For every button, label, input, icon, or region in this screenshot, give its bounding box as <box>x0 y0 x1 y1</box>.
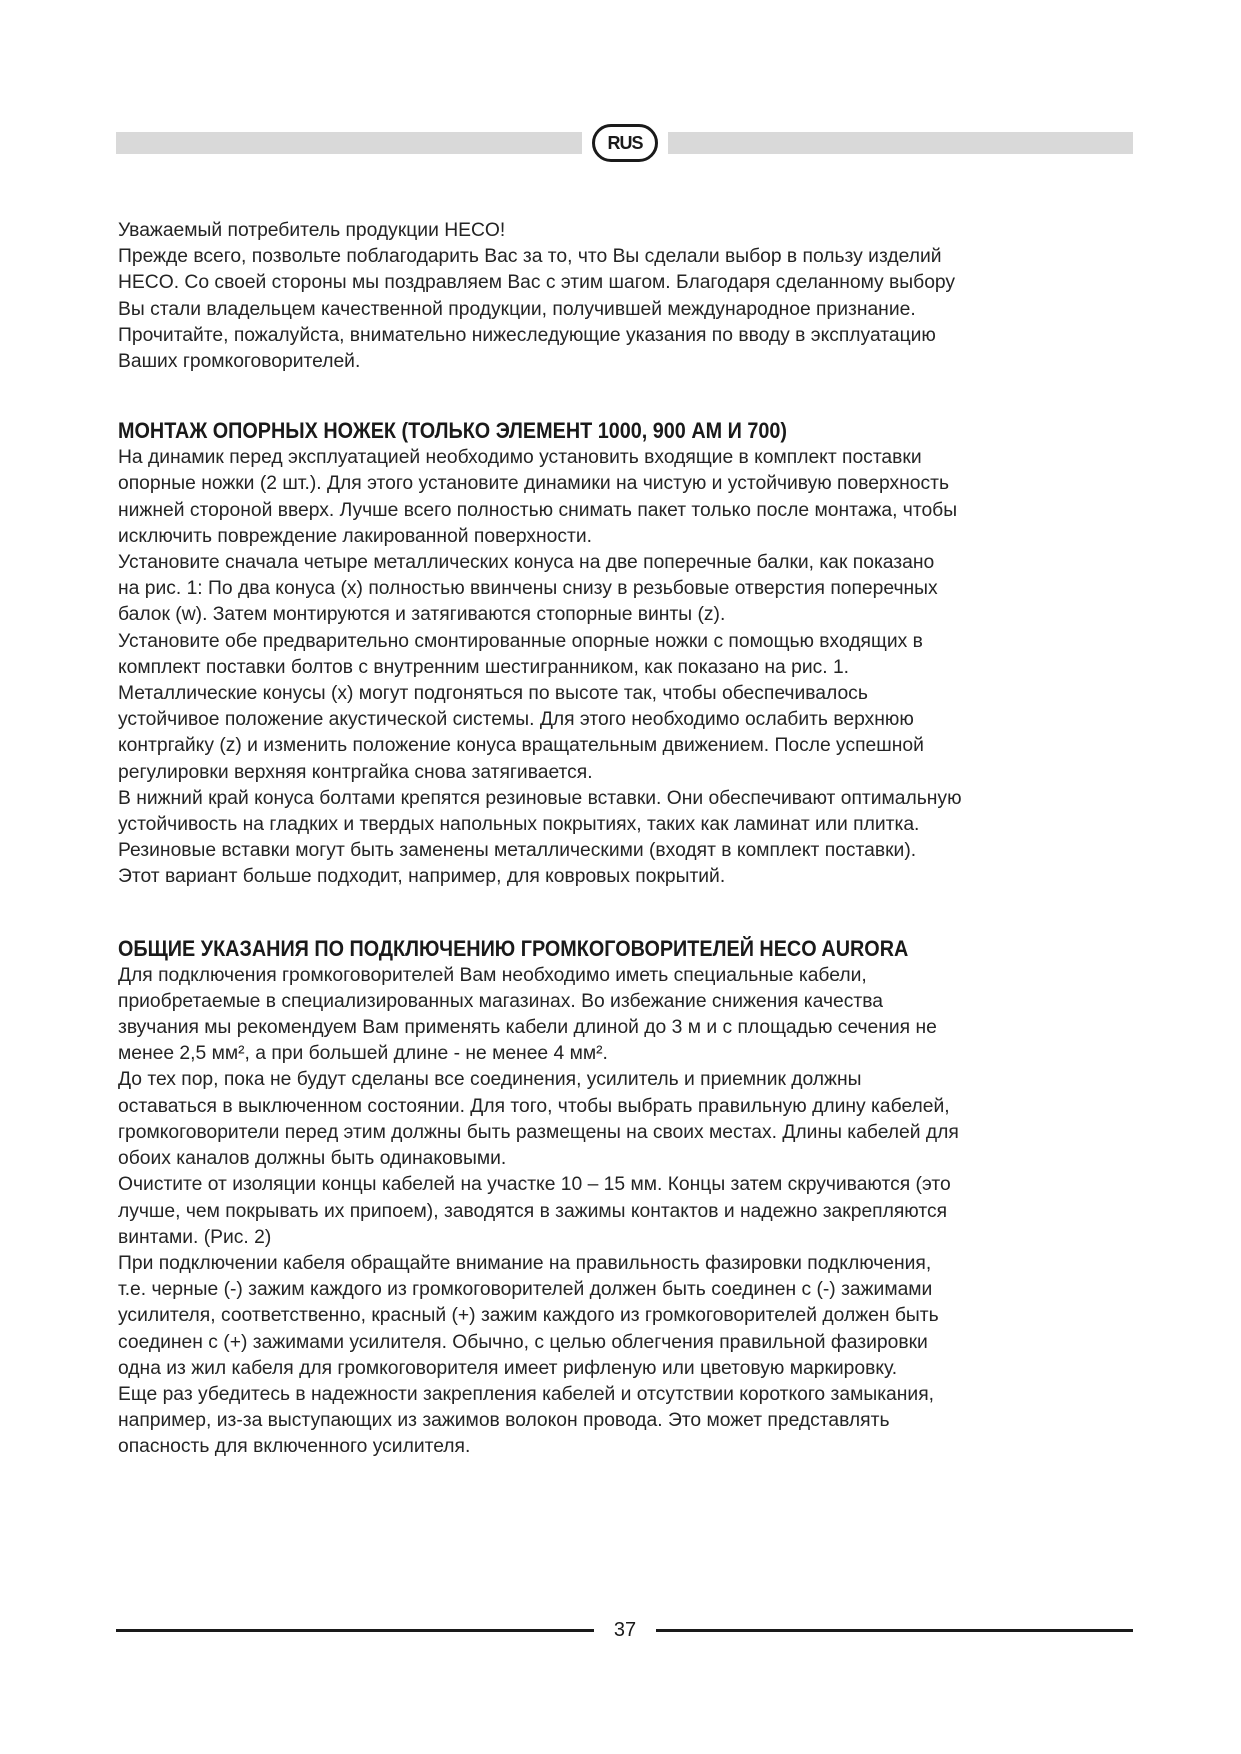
section-speaker-connection <box>118 935 1138 1461</box>
text-line: обоих каналов должны быть одинаковыми. <box>118 1148 507 1170</box>
text-line: Установите сначала четыре металлических конуса на две поперечные балки, как показано <box>118 552 935 574</box>
text-line: Очистите от изоляции концы кабелей на участке 10 – 15 мм. Концы затем скручиваются (это <box>118 1174 951 1196</box>
footer-rule-right <box>656 1629 1133 1632</box>
text-line: звучания мы рекомендуем Вам применять кабели длиной до 3 м и с площадью сечения не <box>118 1017 937 1039</box>
text-line: Еще раз убедитесь в надежности закрепления кабелей и отсутствии короткого замыкания, <box>118 1383 934 1405</box>
text-line: HECO. Со своей стороны мы поздравляем Вас с этим шагом. Благодаря сделанному выбору <box>118 272 956 294</box>
text-line: нижней стороной вверх. Лучше всего полностью снимать пакет только после монтажа, чтобы <box>118 499 958 521</box>
text-line: приобретаемые в специализированных магазинах. Во избежание снижения качества <box>118 990 883 1012</box>
text-line: контргайку (z) и изменить положение конуса вращательным движением. После успешной <box>118 735 924 757</box>
text-line: лучше, чем покрывать их припоем), заводятся в зажимы контактов и надежно закрепляются <box>118 1200 948 1222</box>
text-line: Вы стали владельцем качественной продукции, получившей международное признание. <box>118 298 916 320</box>
text-line: Прочитайте, пожалуйста, внимательно нижеследующие указания по вводу в эксплуатацию <box>118 324 936 346</box>
text-line: соединен с (+) зажимами усилителя. Обычно, с целью облегчения правильной фазировки <box>118 1331 928 1353</box>
text-line: До тех пор, пока не будут сделаны все соединения, усилитель и приемник должны <box>118 1069 862 1091</box>
text-line: опорные ножки (2 шт.). Для этого установите динамики на чистую и устойчивую поверхность <box>118 473 950 495</box>
text-line: Установите обе предварительно смонтированные опорные ножки с помощью входящих в <box>118 630 923 652</box>
section-title: ОБЩИЕ УКАЗАНИЯ ПО ПОДКЛЮЧЕНИЮ ГРОМКОГОВОРИТЕЛЕЙ HECO AURORA <box>118 935 909 961</box>
text-line: При подключении кабеля обращайте внимание на правильность фазировки подключения, <box>118 1252 932 1274</box>
document-body <box>118 218 1138 1461</box>
text-line: например, из-за выступающих из зажимов волокон провода. Это может представлять <box>118 1410 890 1432</box>
text-line: устойчивое положение акустической системы. Для этого необходимо ослабить верхнюю <box>118 709 914 731</box>
text-line: Прежде всего, позвольте поблагодарить Вас за то, что Вы сделали выбор в пользу изделий <box>118 246 942 268</box>
page-number: 37 <box>613 1619 637 1641</box>
page-header <box>116 132 1133 154</box>
text-line: устойчивость на гладких и твердых напольных покрытиях, таких как ламинат или плитка. <box>118 814 920 836</box>
text-line: Резиновые вставки могут быть заменены металлическими (входят в комплект поставки). <box>118 840 917 862</box>
text-line: громкоговорители перед этим должны быть размещены на своих местах. Длины кабелей для <box>118 1121 959 1143</box>
text-line: оставаться в выключенном состоянии. Для того, чтобы выбрать правильную длину кабелей, <box>118 1095 950 1117</box>
text-line: Уважаемый потребитель продукции HECO! <box>118 220 506 241</box>
header-bar-right <box>668 132 1133 154</box>
text-line: балок (w). Затем монтируются и затягиваются стопорные винты (z). <box>118 604 726 626</box>
text-line: регулировки верхняя контргайка снова затягивается. <box>118 761 593 783</box>
text-line: Ваших громкоговорителей. <box>118 351 361 373</box>
section-body <box>118 963 1138 1461</box>
page-footer <box>116 1615 1133 1645</box>
text-line: опасность для включенного усилителя. <box>118 1436 471 1458</box>
text-line: комплект поставки болтов с внутренним шестигранником, как показано на рис. 1. <box>118 656 850 678</box>
text-line: т.е. черные (-) зажим каждого из громкоговорителей должен быть соединен с (-) зажимами <box>118 1279 933 1301</box>
text-line: Металлические конусы (x) могут подгоняться по высоте так, чтобы обеспечивалось <box>118 683 868 705</box>
section-title: МОНТАЖ ОПОРНЫХ НОЖЕК (ТОЛЬКО ЭЛЕМЕНТ 1000, 900 AM И 700) <box>118 418 787 444</box>
text-line: Этот вариант больше подходит, например, для ковровых покрытий. <box>118 866 726 888</box>
footer-rule-left <box>116 1629 594 1632</box>
text-line: менее 2,5 мм², а при большей длине - не менее 4 мм². <box>118 1043 608 1065</box>
text-line: винтами. (Рис. 2) <box>118 1226 272 1248</box>
section-body <box>118 445 1138 890</box>
language-badge: RUS <box>592 124 658 162</box>
text-line: В нижний край конуса болтами крепятся резиновые вставки. Они обеспечивают оптимальную <box>118 787 962 809</box>
text-line: На динамик перед эксплуатацией необходимо установить входящие в комплект поставки <box>118 447 922 469</box>
text-line: исключить повреждение лакированной поверхности. <box>118 525 592 547</box>
text-line: на рис. 1: По два конуса (x) полностью ввинчены снизу в резьбовые отверстия поперечных <box>118 578 938 600</box>
header-bar-left <box>116 132 582 154</box>
section-feet-mounting <box>118 417 1138 890</box>
text-line: Для подключения громкоговорителей Вам необходимо иметь специальные кабели, <box>118 964 867 986</box>
intro-paragraph <box>118 218 1138 375</box>
text-line: усилителя, соответственно, красный (+) зажим каждого из громкоговорителей должен быть <box>118 1305 939 1327</box>
text-line: одна из жил кабеля для громкоговорителя имеет рифленую или цветовую маркировку. <box>118 1357 898 1379</box>
